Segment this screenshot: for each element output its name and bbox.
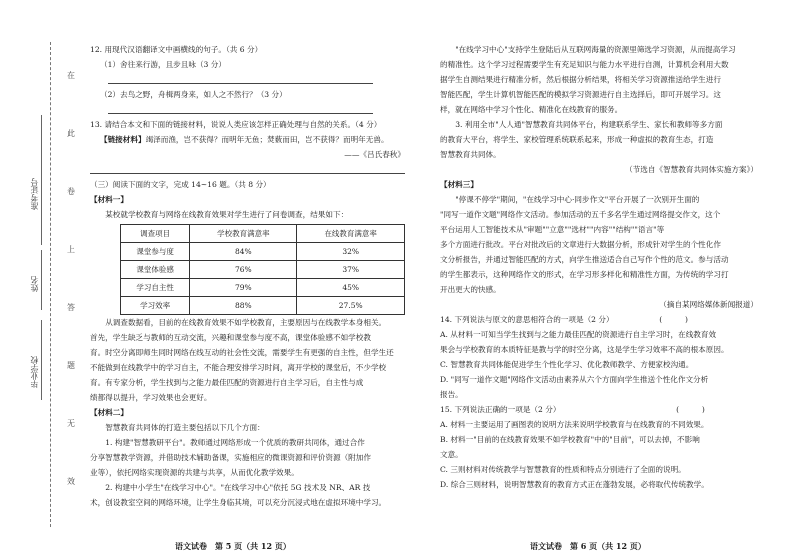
name-label: 姓名 xyxy=(30,276,39,292)
binding-char: 无 xyxy=(67,419,75,428)
section-three-heading: （三）阅读下面的文字，完成 14~16 题。（共 8 分） xyxy=(90,180,271,189)
material-two-line: 1. 构建"智慧教研平台"。教师通过网络形成一个优质的教研共同体，通过合作 xyxy=(105,438,365,447)
material-two-line: 分享智慧教学资源，并借助技术辅助备课，实施相应的微课资源和评价资源（附加作 xyxy=(90,453,371,462)
link-material-text: 竭泽而渔，岂不获得？而明年无鱼；焚薮而田，岂不获得？而明年无兽。 xyxy=(145,135,389,144)
q14-option: A. 从材料一可知当学生找到与之能力最佳匹配的资源进行自主学习时，在线教育效 xyxy=(440,330,717,339)
material-one-line: 从调查数据看，目前的在线教育效果不如学校教育，主要原因与在线教学本身相关。 xyxy=(105,318,387,327)
table-cell: 32% xyxy=(297,243,405,261)
material-three-line: 的学生都表示，这种网络作文的形式，在学习形多样化和精准性方面，为传统的学习打 xyxy=(440,270,729,279)
answer-line[interactable] xyxy=(108,72,373,84)
exam-number-line xyxy=(41,115,42,245)
material-two-cont-line: 据学生自测结果进行精准分析，然后根据分析结果，将相关学习资源推送给学生进行 xyxy=(440,75,721,84)
material-two-line: 2. 构建中小学生"在线学习中心"。"在线学习中心"依托 5G 技术及 NR、AR 技 xyxy=(105,483,371,492)
material-one-intro: 某校就学校教育与网络在线教育效果对学生进行了问卷调查，结果如下： xyxy=(105,210,349,219)
q14-option: 果会与学校教育的本质特征是教与学的时空分离，这是学生学习效率不高的根本原因。 xyxy=(440,345,729,354)
material-three-title: 【材料三】 xyxy=(440,180,478,189)
answer-line[interactable] xyxy=(90,162,405,174)
material-two-line: 业等），依托网络实现资源的共建与共享，从而优化教学效果。 xyxy=(90,468,299,477)
exam-number-label: 准考证号 xyxy=(30,178,39,210)
material-one-line: 首先，学生缺乏与教师的互动交流，兴趣和课堂参与度不高，课堂体验感不如学校教 xyxy=(90,333,371,342)
table-cell: 课堂体验感 xyxy=(121,261,190,279)
table-cell: 84% xyxy=(190,243,297,261)
material-two-line: 术，创设教室空间的网络环境，让学生身临其境，可以充分沉浸式地在虚拟环境中学习。 xyxy=(90,498,387,507)
page-footer-right: 语文试卷 第 6 页（共 12 页） xyxy=(530,541,646,551)
table-header: 调查项目 xyxy=(121,225,190,243)
q12-sub1: （1）舍往来行游，且步且咏（3 分） xyxy=(100,60,226,69)
table-row xyxy=(121,243,405,261)
material-two-cont-line: "在线学习中心"支持学生登陆后从互联网海量的资源里筛选学习资源，从而提高学习 xyxy=(455,45,736,54)
binding-char: 此 xyxy=(67,129,75,138)
table-cell: 学习效率 xyxy=(121,297,190,315)
table-cell: 79% xyxy=(190,279,297,297)
material-two-cont-line: 的精准性。这个学习过程需要学生有充足知识与能力水平进行自测，计算机会利用大数 xyxy=(440,60,729,69)
q14-stem xyxy=(440,312,758,327)
material-two-cont-line: 样，就在网络中学习个性化、精准化在线教育的服务。 xyxy=(440,105,623,114)
q15-option: C. 三则材料对传统教学与智慧教育的性质和特点分别进行了全面的说明。 xyxy=(440,465,686,474)
q15-stem-text: 15. 下列说法正确的一项是（2 分） xyxy=(440,405,561,414)
material-two-title: 【材料二】 xyxy=(90,408,128,417)
material-one-title: 【材料一】 xyxy=(90,195,128,204)
school-line xyxy=(41,320,42,400)
material-three-line: 开出更大的快感。 xyxy=(440,285,501,294)
binding-char: 在 xyxy=(67,71,75,80)
right-column xyxy=(440,42,758,492)
material-three-line: 文分析报告，并通过智能匹配的方式，向学生推送适合自己写作个性的范文。参与活动 xyxy=(440,255,729,264)
q15-stem xyxy=(440,402,758,417)
answer-line[interactable] xyxy=(108,102,373,114)
material-one-line: 绩都得以提升，学习效果也会更好。 xyxy=(90,393,212,402)
q15-option: 文意。 xyxy=(440,450,463,459)
q14-stem-text: 14. 下列说法与原文的意思相符合的一项是（2 分） xyxy=(440,315,614,324)
binding-char: 答 xyxy=(67,303,75,312)
material-three-line: "同写一道作文题"网络作文活动。参加活动的五千多名学生通过网络提交作文，这个 xyxy=(440,210,721,219)
table-row xyxy=(121,279,405,297)
point-three-line: 智慧教育共同体。 xyxy=(440,150,501,159)
point-three-line: 的教育大平台，将学生、家校管理系统联系起来，形成一种虚拟的教育生态，打造 xyxy=(440,135,714,144)
q13-stem: 13. 请结合本文和下面的链接材料，说说人类应该怎样正确处理与自然的关系。（4 分） xyxy=(90,120,382,129)
table-cell: 学习自主性 xyxy=(121,279,190,297)
school-label: 毕业学校 xyxy=(30,356,39,388)
binding-char: 卷 xyxy=(67,187,75,196)
table-cell: 37% xyxy=(297,261,405,279)
table-cell: 课堂参与度 xyxy=(121,243,190,261)
material-three-line: 平台运用人工智能技术从"审题""立意""选材""内容""结构""语言"等 xyxy=(440,225,665,234)
material-one-line: 育。有专家分析，学生找到与之能力最佳匹配的资源进行自主学习后，自主性与成 xyxy=(90,378,364,387)
source-news-report: （摘自某网络媒体新闻报道） xyxy=(659,300,758,309)
table-header: 在线教育满意率 xyxy=(297,225,405,243)
material-two-line: 智慧教育共同体的打造主要包括以下几个方面： xyxy=(105,423,265,432)
q14-option: C. 智慧教育共同体能促进学生个性化学习、优化教师教学、方便家校沟通。 xyxy=(440,360,694,369)
binding-dashed-line xyxy=(50,42,51,527)
left-column xyxy=(90,42,405,510)
material-three-line: 多个方面进行批改。平台对批改后的文章进行大数据分析，形成针对学生的个性化作 xyxy=(440,240,721,249)
material-three-line: "停课不停学"期间，"在线学习中心·同步作文"平台开展了一次别开生面的 xyxy=(455,195,700,204)
table-row xyxy=(121,261,405,279)
binding-char: 效 xyxy=(67,477,75,486)
table-header-row xyxy=(121,225,405,243)
q15-option: D. 综合三则材料，说明智慧教育的教育方式正在蓬勃发展，必将取代传统教学。 xyxy=(440,480,709,489)
survey-table xyxy=(120,224,405,315)
material-one-line: 育。时空分离即师生同时网络在线互动的社会性交流，需要学生有更强的自主性，但学生还 xyxy=(90,348,394,357)
binding-char: 上 xyxy=(67,245,75,254)
table-cell: 88% xyxy=(190,297,297,315)
q14-option: 报告。 xyxy=(440,390,463,399)
page-footer-left: 语文试卷 第 5 页（共 12 页） xyxy=(175,541,291,551)
q15-option: B. 材料一"目前的在线教育效果不如学校教育"中的"目前"，可以去掉，不影响 xyxy=(440,435,700,444)
table-cell: 76% xyxy=(190,261,297,279)
q12-sub2: （2）去鸟之野，舟楫两身来，如人之不然行？（3 分） xyxy=(100,90,287,99)
q15-answer-blank[interactable]: ( ) xyxy=(676,405,705,414)
name-line xyxy=(41,250,42,310)
q14-option: D. "同写一道作文题"网络作文活动由素养从六个方面向学生推送个性化作文分析 xyxy=(440,375,709,384)
q15-option: A. 材料一主要运用了画图表的说明方法来说明学校教育与在线教育的不同效果。 xyxy=(440,420,709,429)
table-cell: 45% xyxy=(297,279,405,297)
binding-char: 题 xyxy=(67,361,75,370)
table-cell: 27.5% xyxy=(297,297,405,315)
q12-stem: 12. 用现代汉语翻译文中画横线的句子。（共 6 分） xyxy=(90,45,263,54)
q14-answer-blank[interactable]: ( ) xyxy=(659,315,688,324)
table-row xyxy=(121,297,405,315)
table-header: 学校教育满意率 xyxy=(190,225,297,243)
material-two-cont-line: 智能匹配，学生计算机智能匹配的模拟学习资源进行自主选择后，即可开展学习。这 xyxy=(440,90,721,99)
material-one-line: 不能做到在线教学中的学习自主，不能合理安排学习时间，离开学校的课堂后，不少学校 xyxy=(90,363,387,372)
point-three-line: 3. 利用全市"人人通"智慧教育共同体平台，构建联系学生、家长和教师等多方面 xyxy=(455,120,723,129)
source-lvshi: ——《吕氏春秋》 xyxy=(344,150,405,159)
source-smart-education: （节选自《智慧教育共同体实施方案》） xyxy=(625,165,758,174)
link-material-label: 【链接材料】 xyxy=(100,135,146,144)
